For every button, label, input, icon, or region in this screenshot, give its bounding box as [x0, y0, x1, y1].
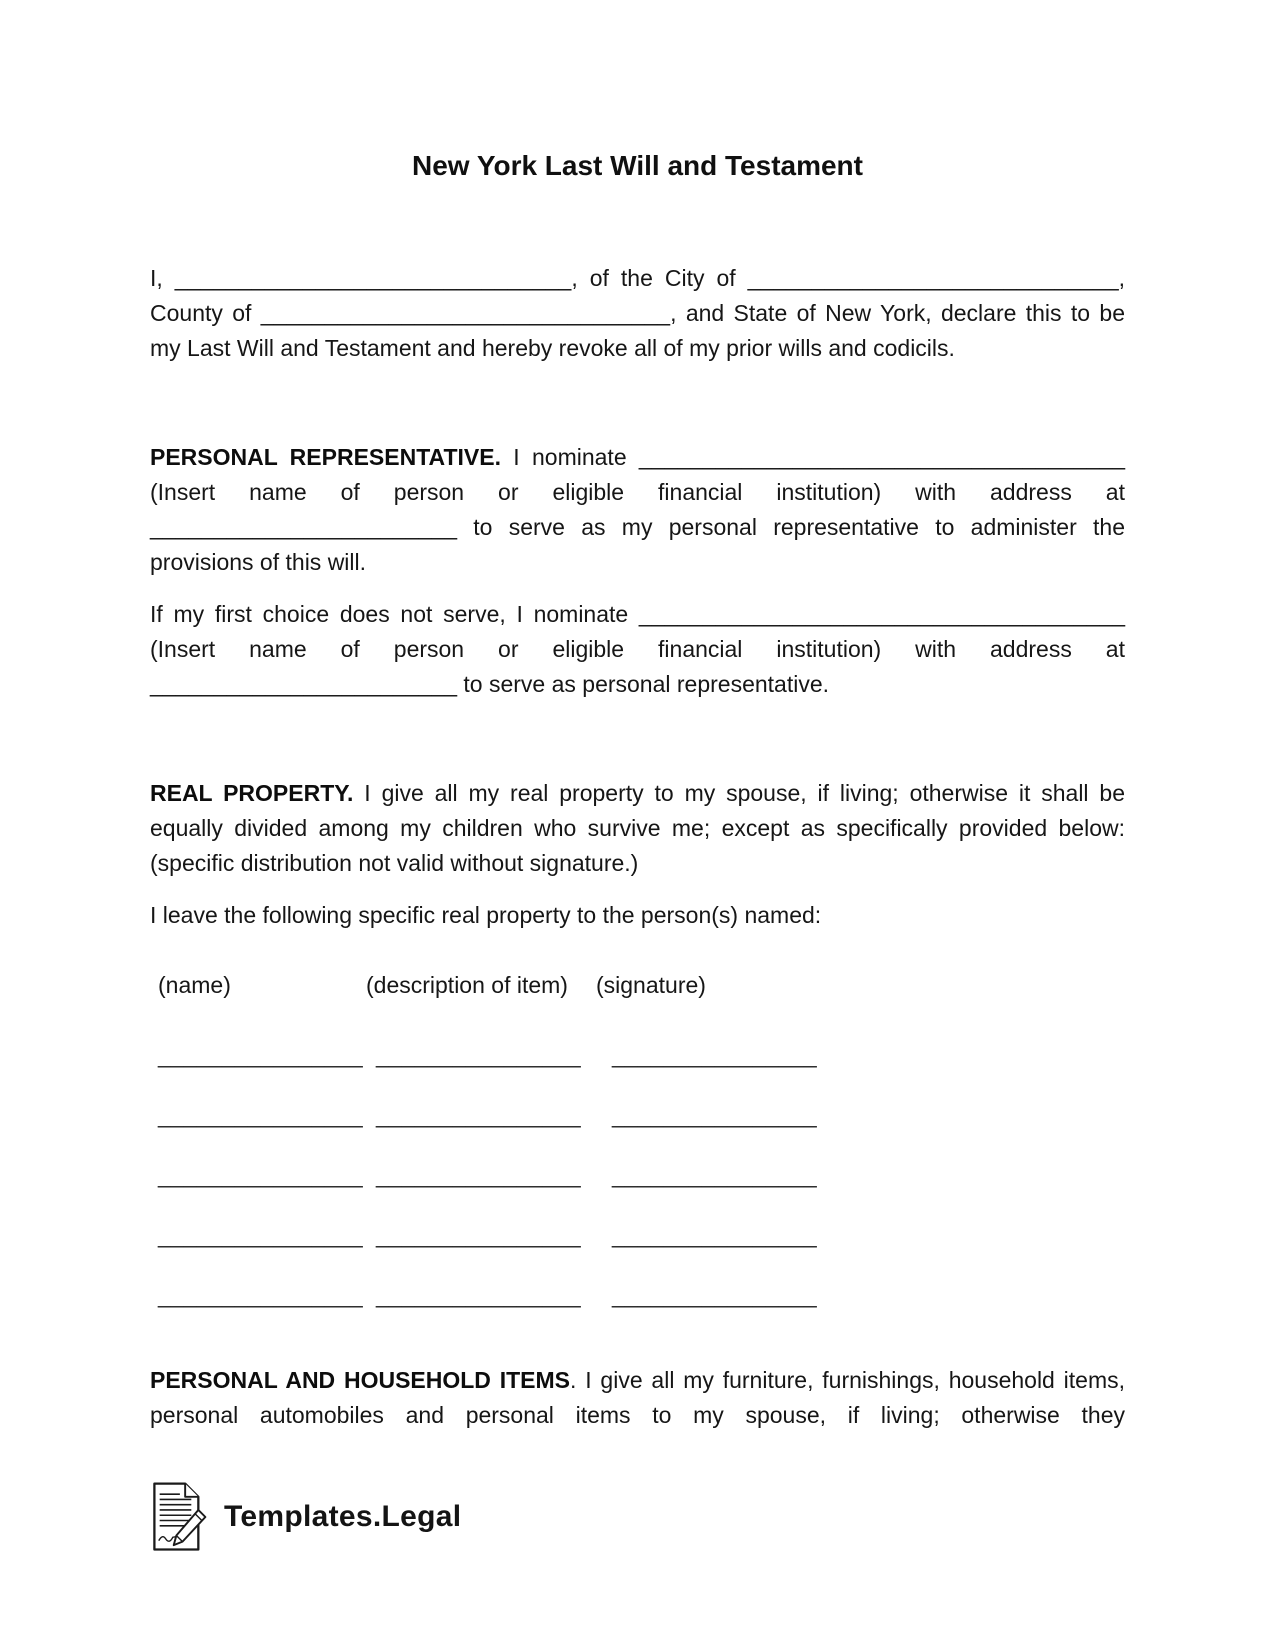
blank-line-name: ________________	[158, 1282, 363, 1308]
blank-line-signature: ________________	[612, 1102, 817, 1128]
section-real-property	[150, 776, 1125, 1313]
section-personal-household-items	[150, 1363, 1125, 1433]
blank-row	[150, 1218, 1125, 1253]
real-property-note: (specific distribution not valid without signature.)	[150, 850, 639, 876]
blank-line-signature: ________________	[612, 1282, 817, 1308]
column-header-signature: (signature)	[596, 972, 706, 998]
real-property-lead-in: I leave the following specific real property to the person(s) named:	[150, 902, 822, 928]
blank-line-description: ________________	[376, 1282, 581, 1308]
blank-line-description: ________________	[376, 1222, 581, 1248]
personal-household-items-heading: PERSONAL AND HOUSEHOLD ITEMS	[150, 1367, 571, 1393]
blank-line-name: ________________	[158, 1162, 363, 1188]
column-header-name: (name)	[158, 972, 231, 998]
blank-line-name: ________________	[158, 1102, 363, 1128]
document-pencil-icon	[150, 1479, 208, 1555]
personal-representative-first-choice-text: I nominate ______________________________________ (Insert name of person or eligible financial institution) with address at ________________________ to serve as my personal representative to administer the provisions of this will.	[150, 444, 1125, 575]
real-property-body-text: I give all my real property to my spouse, if living; otherwise it shall be equally divided among my children who survive me; except as specifically provided below:	[150, 780, 1125, 841]
blank-line-description: ________________	[376, 1162, 581, 1188]
personal-representative-first-choice	[150, 440, 1125, 580]
page-title: New York Last Will and Testament	[412, 150, 863, 181]
blank-line-name: ________________	[158, 1042, 363, 1068]
blank-row	[150, 1278, 1125, 1313]
blank-line-description: ________________	[376, 1042, 581, 1068]
blank-line-signature: ________________	[612, 1162, 817, 1188]
personal-representative-heading: PERSONAL REPRESENTATIVE.	[150, 444, 501, 470]
blank-row	[150, 1158, 1125, 1193]
real-property-paragraph	[150, 776, 1125, 881]
personal-representative-second-choice: If my first choice does not serve, I nominate ______________________________________ (Insert name of person or eligible financial institution) with address at ________________________ to serve as personal representative.	[150, 601, 1125, 697]
personal-household-items-body-text: . I give all my furniture, furnishings, household items, personal automobiles and personal items to my spouse, if living; otherwise they	[150, 1367, 1125, 1428]
personal-household-items-paragraph	[150, 1363, 1125, 1433]
blank-line-description: ________________	[376, 1102, 581, 1128]
brand-name: Templates.Legal	[224, 1500, 462, 1533]
section-personal-representative	[150, 440, 1125, 702]
column-header-description: (description of item)	[366, 972, 568, 998]
blank-line-signature: ________________	[612, 1222, 817, 1248]
real-property-heading: REAL PROPERTY.	[150, 780, 354, 806]
brand-footer	[150, 1479, 1125, 1555]
blank-line-name: ________________	[158, 1222, 363, 1248]
blank-line-signature: ________________	[612, 1042, 817, 1068]
blank-row	[150, 1098, 1125, 1133]
blank-row	[150, 1038, 1125, 1073]
intro-paragraph: I, _______________________________, of the City of _____________________________, County of ________________________________, and State of New York, declare this to be my Last Will and Testament and hereby revoke all of my prior wills and codicils.	[150, 265, 1125, 361]
real-property-table-header	[150, 968, 1125, 1003]
